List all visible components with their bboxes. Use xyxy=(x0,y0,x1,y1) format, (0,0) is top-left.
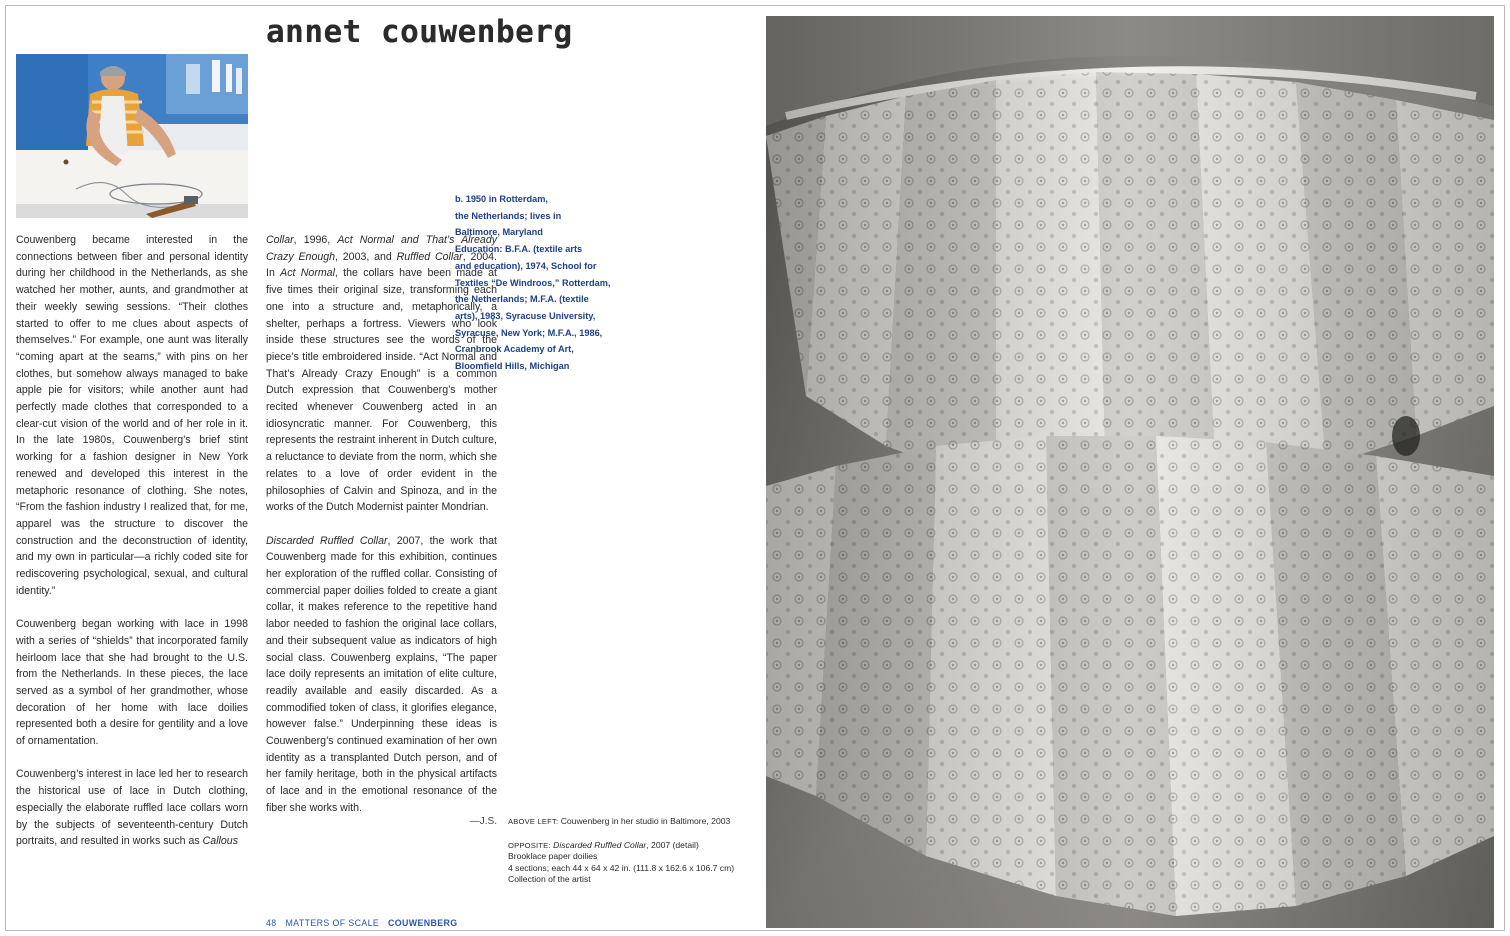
paragraph xyxy=(16,766,248,850)
bio-line: the Netherlands; M.F.A. (textile xyxy=(455,294,589,305)
work-title: Discarded Ruffled Collar xyxy=(553,839,647,850)
paragraph xyxy=(266,533,497,817)
work-title: Discarded Ruffled Collar xyxy=(266,534,388,547)
bio-line: Syracuse, New York; M.F.A., 1986, xyxy=(455,327,603,338)
bio-line: Cranbrook Academy of Art, xyxy=(455,344,574,355)
collar-photo-illustration xyxy=(766,16,1494,928)
bio-line: b. 1950 in Rotterdam, xyxy=(455,194,548,204)
bio-line: Bloomfield Hills, Michigan xyxy=(455,361,570,372)
artist-title: annet couwenberg xyxy=(266,14,573,50)
article-column-1 xyxy=(16,232,248,867)
bio-line: Textiles “De Windroos,” Rotterdam, xyxy=(455,277,611,288)
work-title: Act Normal xyxy=(280,267,335,280)
paragraph-text: , 2003, and xyxy=(335,250,397,263)
paragraph-text: , 1996, xyxy=(293,234,338,246)
paragraph-text: , 2007, the work that Couwenberg made for this exhibition, continues her exploration of the ruffled collar. Consisting of commercial paper doilies folded to create a giant collar, it makes reference to the repetitive hand labor needed to fashion the original lace collars, and their subsequent value as indicators of high social class. Couwenberg explains, “The paper lace doily represents an imitation of elite culture, readily available and easily discarded. As a commodified token of class, it glorifies elegance, however false.” Underpinning these ideas is Couwenberg’s continued examination of her own identity as a transplanted Dutch person, and of her family heritage, both in the physical artifacts of lace and in the emotional resonance of the fiber she works with. xyxy=(266,534,497,814)
page-number: 48 xyxy=(266,918,277,928)
section-name: MATTERS OF SCALE xyxy=(285,918,380,928)
bio-line: arts), 1983, Syracuse University, xyxy=(455,310,596,321)
paragraph: Couwenberg began working with lace in 1998 with a series of “shields” that incorporated family heirloom lace that she had brought to the U.S. from the Netherlands. In these pieces, the lace served as a symbol of her grandmother, whose decoration of her home with lace doilies represented both a desire for gentility and a love of ornamentation. xyxy=(16,618,248,748)
paragraph-text: , 2004. In xyxy=(266,250,497,280)
paragraph: Couwenberg became interested in the connections between fiber and personal identity during her childhood in the Netherlands, as she watched her mother, aunts, and grandmother at their weekly sewing sessions. “Their clothes started to offer to me clues about aspects of themselves.” For example, one aunt was literally “coming apart at the seams,” with pins on her clothes, but somehow always managed to bake apple pie for visitors; while another aunt had perfectly made clothes that corresponded to a clear-cut vision of the world and of her role in it. In the late 1980s, Couwenberg’s brief stint working for a fashion designer in New York renewed and developed this interest in the metaphoric resonance of clothing. She notes, “From the fashion industry I realized that, for me, apparel was the structure to discover the construction and the deconstruction of identity, and my own in particular—a richly coded site for rediscovering psychological, sexual, and cultural identity.” xyxy=(16,234,248,597)
work-title: Ruffled Collar xyxy=(396,250,463,263)
work-title: Act Normal and That’s Already Crazy Enough xyxy=(266,234,498,263)
image-captions xyxy=(508,816,758,886)
artist-running-head: COUWENBERG xyxy=(388,918,458,928)
caption-text: , 2007 (detail) xyxy=(646,839,699,850)
caption-label: OPPOSITE: xyxy=(508,840,551,850)
caption-line: 4 sections; each 44 x 64 x 42 in. (111.8 x 162.6 x 106.7 cm) xyxy=(508,862,735,873)
caption-line: Brooklace paper doilies xyxy=(508,851,598,862)
paragraph-text: , the collars have been made at five times their original size, transforming each one into a structure and, metaphorically, a shelter, perhaps a fortress. Viewers who look inside these structures see the words of the piece’s title embroidered inside. “Act Normal and That’s Already Crazy Enough” is a common Dutch expression that Couwenberg’s mother recited whenever Couwenberg acted in an idiosyncratic manner. For Couwenberg, this represents the restraint inherent in Dutch culture, a reluctance to deviate from the norm, which she relates to a love of order evident in the philosophies of Calvin and Spinoza, and in the works of the Dutch Modernist painter Mondrian. xyxy=(266,267,497,514)
bio-line: the Netherlands; lives in xyxy=(455,210,562,221)
caption-line: Collection of the artist xyxy=(508,874,591,885)
caption-above-left xyxy=(508,816,758,828)
caption-opposite xyxy=(508,840,758,852)
bio-line: Baltimore, Maryland xyxy=(455,227,543,238)
studio-photo-illustration xyxy=(16,54,248,218)
bio-line: Education: B.F.A. (textile arts xyxy=(455,244,583,255)
caption-label: ABOVE LEFT: xyxy=(508,817,559,826)
caption-text: Couwenberg in her studio in Baltimore, 2003 xyxy=(558,816,731,826)
work-title: Callous xyxy=(202,835,238,848)
paragraph-text: Couwenberg’s interest in lace led her to research the historical use of lace in Dutch clothing, especially the elaborate ruffled lace collars worn by the subjects of seventeenth-century Dutch portraits, and resulted in works such as xyxy=(16,768,248,848)
artist-bio xyxy=(455,191,633,375)
studio-photo xyxy=(16,54,248,218)
page-footer xyxy=(266,918,458,928)
work-title: Collar xyxy=(266,234,294,246)
bio-line: and education), 1974, School for xyxy=(455,260,597,271)
collar-photo xyxy=(766,16,1494,928)
author-signature: —J.S. xyxy=(469,816,497,827)
